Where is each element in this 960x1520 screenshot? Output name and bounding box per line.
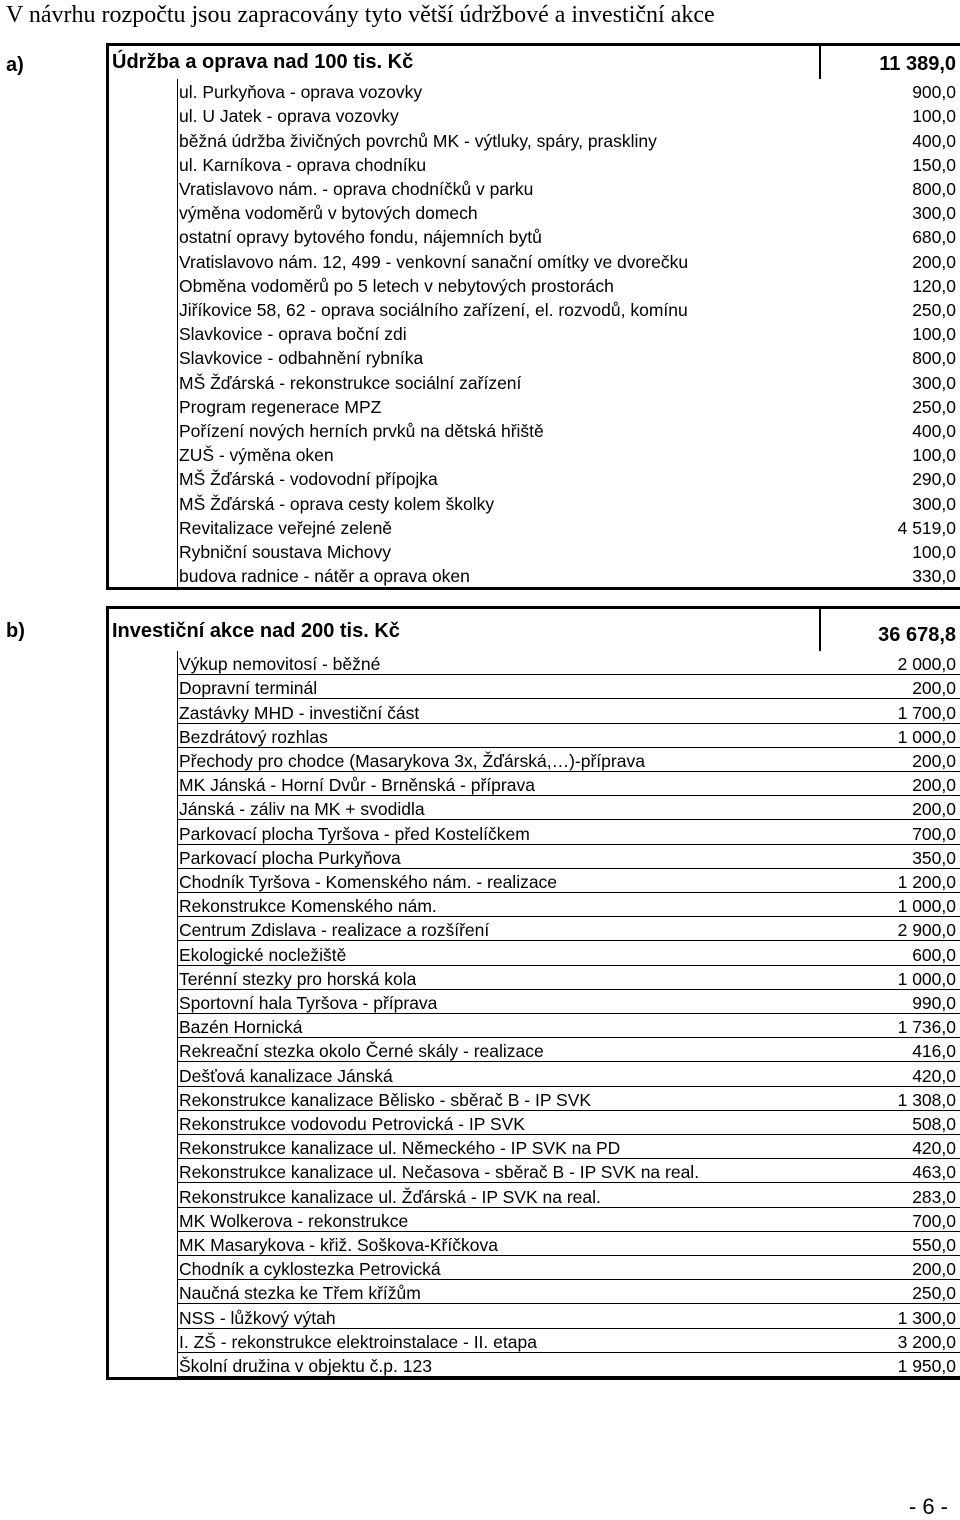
item-value: 250,0	[912, 1283, 956, 1304]
table-row	[179, 1135, 956, 1159]
table-row	[179, 820, 956, 844]
table-row	[179, 103, 956, 127]
table-row	[179, 1232, 956, 1256]
item-label: MK Wolkerova - rekonstrukce	[179, 1210, 409, 1231]
item-label: Parkovací plocha Tyršova - před Kostelíčkem	[179, 823, 530, 844]
item-value: 600,0	[912, 944, 956, 965]
table-row	[179, 990, 956, 1014]
section-a-heading: Údržba a oprava nad 100 tis. Kč	[112, 51, 414, 73]
table-row	[179, 539, 956, 563]
item-label: Naučná stezka ke Třem křížům	[179, 1283, 421, 1304]
item-value: 550,0	[912, 1234, 956, 1255]
item-label: budova radnice - nátěr a oprava oken	[179, 566, 470, 587]
item-label: Parkovací plocha Purkyňova	[179, 847, 401, 868]
table-row	[179, 772, 956, 796]
table-row	[179, 490, 956, 514]
table-row	[179, 796, 956, 820]
table-row	[179, 418, 956, 442]
item-value: 300,0	[912, 493, 956, 514]
item-label: Rekonstrukce kanalizace Bělisko - sběrač B - IP SVK	[179, 1089, 592, 1110]
table-row	[179, 1183, 956, 1207]
table-row	[179, 1111, 956, 1135]
table-row	[179, 748, 956, 772]
table-row	[179, 966, 956, 990]
item-value: 100,0	[912, 324, 956, 345]
table-row	[179, 127, 956, 151]
table-row	[179, 675, 956, 699]
item-label: Vratislavovo nám. - oprava chodníčků v parku	[179, 178, 534, 199]
section-b-divider	[819, 606, 821, 651]
item-label: Dešťová kanalizace Jánská	[179, 1065, 393, 1086]
table-row	[179, 917, 956, 941]
table-row	[179, 466, 956, 490]
section-a-divider	[819, 43, 821, 79]
table-row	[179, 297, 956, 321]
item-value: 700,0	[912, 1210, 956, 1231]
table-row	[179, 869, 956, 893]
item-label: Ekologické nocležiště	[179, 944, 347, 965]
item-value: 1 000,0	[897, 896, 956, 917]
item-value: 200,0	[912, 678, 956, 699]
table-row	[179, 176, 956, 200]
table-row	[179, 893, 956, 917]
item-label: výměna vodoměrů v bytových domech	[179, 203, 478, 224]
table-row	[179, 1087, 956, 1111]
item-value: 800,0	[912, 348, 956, 369]
table-row	[179, 1256, 956, 1280]
item-value: 250,0	[912, 396, 956, 417]
item-label: Jiříkovice 58, 62 - oprava sociálního zařízení, el. rozvodů, komínu	[179, 299, 688, 320]
item-value: 300,0	[912, 372, 956, 393]
item-label: Chodník a cyklostezka Petrovická	[179, 1259, 441, 1280]
table-row	[179, 1038, 956, 1062]
item-label: Obměna vodoměrů po 5 letech v nebytových prostorách	[179, 275, 614, 296]
section-b-inner-border	[177, 651, 178, 1377]
table-row	[179, 152, 956, 176]
item-label: ZUŠ - výměna oken	[179, 445, 334, 466]
item-label: Rekonstrukce vodovodu Petrovická - IP SVK	[179, 1113, 525, 1134]
item-value: 1 000,0	[897, 968, 956, 989]
item-label: Centrum Zdislava - realizace a rozšíření	[179, 920, 490, 941]
item-value: 200,0	[912, 775, 956, 796]
item-label: MK Masarykova - křiž. Soškova-Kříčkova	[179, 1234, 498, 1255]
table-row	[179, 1014, 956, 1038]
item-value: 1 736,0	[897, 1017, 956, 1038]
item-label: Dopravní terminál	[179, 678, 318, 699]
item-value: 350,0	[912, 847, 956, 868]
item-label: ul. U Jatek - oprava vozovky	[179, 106, 399, 127]
item-label: Rekonstrukce Komenského nám.	[179, 896, 437, 917]
item-value: 200,0	[912, 799, 956, 820]
item-label: MŠ Žďárská - oprava cesty kolem školky	[179, 493, 495, 514]
item-value: 463,0	[912, 1162, 956, 1183]
item-value: 1 200,0	[897, 871, 956, 892]
row-underline	[177, 1376, 960, 1377]
table-row	[179, 200, 956, 224]
item-label: ul. Karníkova - oprava chodníku	[179, 154, 427, 175]
table-row	[179, 369, 956, 393]
item-value: 990,0	[912, 992, 956, 1013]
table-row	[179, 321, 956, 345]
table-row	[179, 1304, 956, 1328]
item-value: 3 200,0	[897, 1331, 956, 1352]
item-label: Přechody pro chodce (Masarykova 3x, Žďárská,…)-příprava	[179, 750, 645, 771]
item-value: 290,0	[912, 469, 956, 490]
item-value: 100,0	[912, 541, 956, 562]
item-value: 250,0	[912, 299, 956, 320]
item-label: Rekonstrukce kanalizace ul. Německého - IP SVK na PD	[179, 1138, 621, 1159]
item-value: 900,0	[912, 82, 956, 103]
item-label: NSS - lůžkový výtah	[179, 1307, 336, 1328]
item-label: MŠ Žďárská - rekonstrukce sociální zařízení	[179, 372, 522, 393]
item-value: 1 950,0	[897, 1355, 956, 1376]
table-row	[179, 345, 956, 369]
item-value: 420,0	[912, 1065, 956, 1086]
table-row	[179, 699, 956, 723]
table-row	[179, 563, 956, 587]
item-label: Program regenerace MPZ	[179, 396, 382, 417]
item-value: 283,0	[912, 1186, 956, 1207]
item-value: 100,0	[912, 445, 956, 466]
item-label: Bezdrátový rozhlas	[179, 726, 328, 747]
item-value: 420,0	[912, 1138, 956, 1159]
table-row	[179, 1159, 956, 1183]
item-value: 2 900,0	[897, 920, 956, 941]
item-label: Revitalizace veřejné zeleně	[179, 517, 393, 538]
item-label: Jánská - záliv na MK + svodidla	[179, 799, 425, 820]
item-label: Zastávky MHD - investiční část	[179, 702, 420, 723]
item-label: Pořízení nových herních prvků na dětská hřiště	[179, 420, 544, 441]
item-value: 680,0	[912, 227, 956, 248]
table-row	[179, 1280, 956, 1304]
item-value: 1 700,0	[897, 702, 956, 723]
item-label: I. ZŠ - rekonstrukce elektroinstalace - II. etapa	[179, 1331, 537, 1352]
page-title: V návrhu rozpočtu jsou zapracovány tyto větší údržbové a investiční akce	[6, 2, 715, 28]
item-label: Rekonstrukce kanalizace ul. Žďárská - IP SVK na real.	[179, 1186, 601, 1207]
item-value: 1 300,0	[897, 1307, 956, 1328]
table-row	[179, 941, 956, 965]
item-value: 200,0	[912, 251, 956, 272]
table-row	[179, 394, 956, 418]
section-b-total: 36 678,8	[878, 624, 956, 646]
table-row	[179, 1329, 956, 1353]
table-row	[179, 651, 956, 675]
item-value: 800,0	[912, 178, 956, 199]
table-row	[179, 248, 956, 272]
item-value: 150,0	[912, 154, 956, 175]
item-value: 200,0	[912, 1259, 956, 1280]
item-label: Chodník Tyršova - Komenského nám. - realizace	[179, 871, 558, 892]
table-row	[179, 224, 956, 248]
item-label: Školní družina v objektu č.p. 123	[179, 1355, 432, 1376]
section-a-inner-border	[177, 79, 178, 587]
item-label: Terénní stezky pro horská kola	[179, 968, 417, 989]
item-label: ul. Purkyňova - oprava vozovky	[179, 82, 423, 103]
item-label: běžná údržba živičných povrchů MK - výtluky, spáry, praskliny	[179, 130, 657, 151]
item-value: 400,0	[912, 420, 956, 441]
item-value: 1 308,0	[897, 1089, 956, 1110]
item-label: MK Jánská - Horní Dvůr - Brněnská - příprava	[179, 775, 535, 796]
section-a-marker: a)	[6, 54, 24, 76]
item-value: 200,0	[912, 750, 956, 771]
item-label: Rekreační stezka okolo Černé skály - realizace	[179, 1041, 544, 1062]
section-a-total: 11 389,0	[879, 53, 956, 75]
item-value: 100,0	[912, 106, 956, 127]
page-number: - 6 -	[908, 1494, 948, 1519]
item-label: Sportovní hala Tyršova - příprava	[179, 992, 438, 1013]
item-value: 416,0	[912, 1041, 956, 1062]
item-value: 330,0	[912, 566, 956, 587]
item-label: Bazén Hornická	[179, 1017, 303, 1038]
table-row	[179, 515, 956, 539]
item-value: 4 519,0	[897, 517, 956, 538]
item-value: 700,0	[912, 823, 956, 844]
section-b-marker: b)	[6, 620, 25, 642]
table-row	[179, 442, 956, 466]
item-value: 1 000,0	[897, 726, 956, 747]
item-label: Výkup nemovitosí - běžné	[179, 654, 381, 675]
table-row	[179, 1353, 956, 1377]
item-label: Vratislavovo nám. 12, 499 - venkovní sanační omítky ve dvorečku	[179, 251, 689, 272]
item-value: 300,0	[912, 203, 956, 224]
table-row	[179, 273, 956, 297]
table-row	[179, 1062, 956, 1086]
item-label: Rybniční soustava Michovy	[179, 541, 392, 562]
section-b-heading: Investiční akce nad 200 tis. Kč	[112, 620, 400, 642]
item-value: 400,0	[912, 130, 956, 151]
item-label: MŠ Žďárská - vodovodní přípojka	[179, 469, 438, 490]
item-label: Rekonstrukce kanalizace ul. Nečasova - sběrač B - IP SVK na real.	[179, 1162, 700, 1183]
item-value: 120,0	[912, 275, 956, 296]
table-row	[179, 79, 956, 103]
item-label: Slavkovice - oprava boční zdi	[179, 324, 407, 345]
item-value: 2 000,0	[897, 654, 956, 675]
item-label: Slavkovice - odbahnění rybníka	[179, 348, 424, 369]
table-row	[179, 1208, 956, 1232]
item-value: 508,0	[912, 1113, 956, 1134]
item-label: ostatní opravy bytového fondu, nájemních bytů	[179, 227, 542, 248]
table-row	[179, 724, 956, 748]
table-row	[179, 845, 956, 869]
